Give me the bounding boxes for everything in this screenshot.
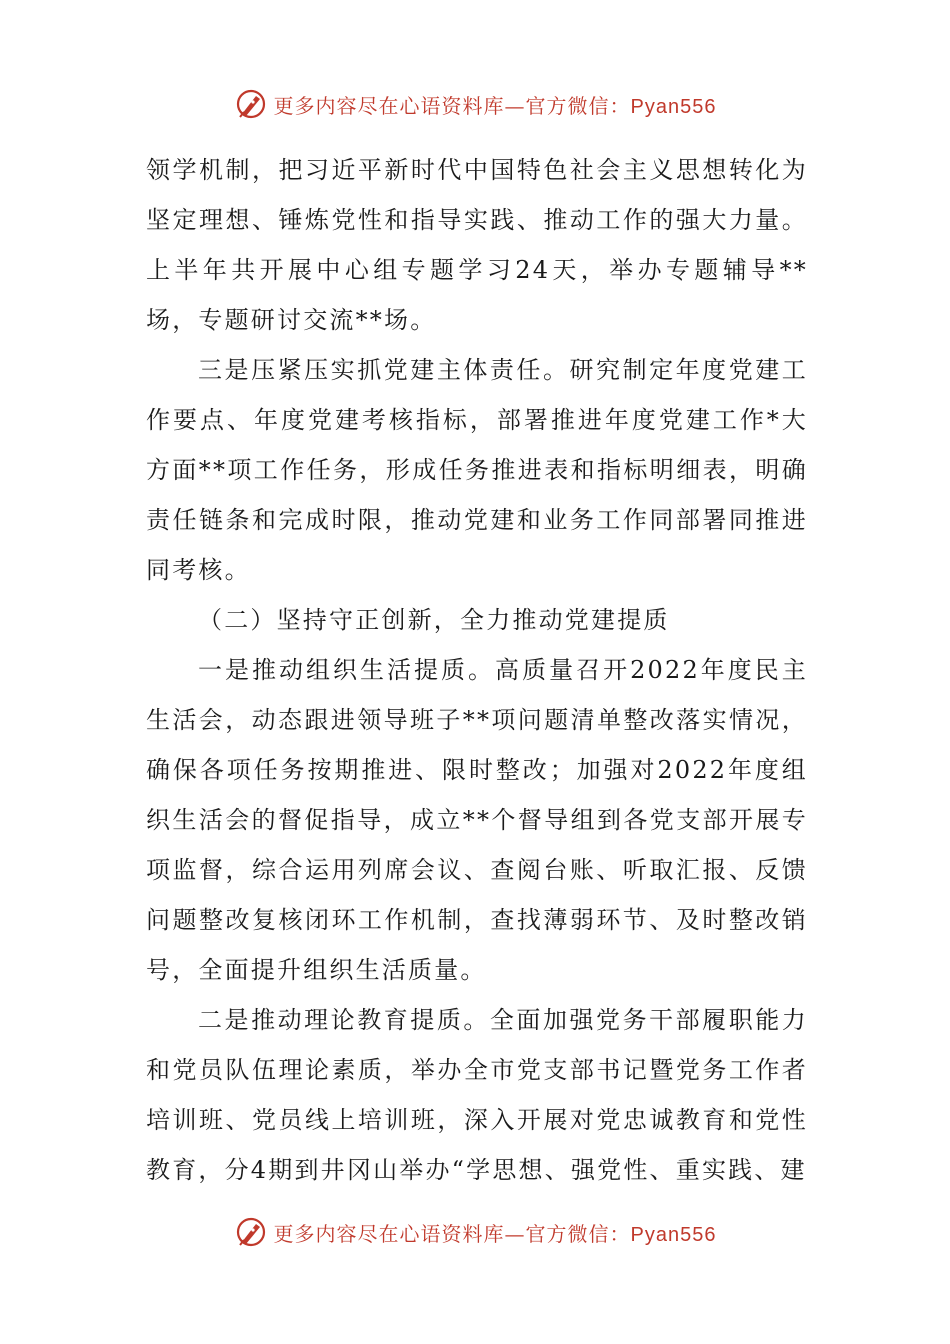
paragraph-1: 领学机制，把习近平新时代中国特色社会主义思想转化为坚定理想、锤炼党性和指导实践、推动工作的强大力量。上半年共开展中心组专题学习24天，举办专题辅导**场，专题研讨交流**场。 — [146, 156, 808, 334]
banner-separator: — — [504, 1221, 526, 1246]
banner-wechat-id: Pyan556 — [630, 1223, 717, 1246]
banner-wechat-label: 官方微信： — [525, 1221, 631, 1246]
section-heading: （二）坚持守正创新，全力推动党建提质 — [198, 606, 670, 634]
banner-text — [274, 90, 717, 119]
header-banner — [0, 84, 950, 124]
banner-separator: — — [504, 93, 526, 118]
paragraph-3: 一是推动组织生活提质。高质量召开2022年度民主生活会，动态跟进领导班子**项问题清单整改落实情况，确保各项任务按期推进、限时整改；加强对2022年度组织生活会的督促指导，成立**个督导组到各党支部开展专项监督，综合运用列席会议、查阅台账、听取汇报、反馈问题整改复核闭环工作机制，查找薄弱环节、及时整改销号，全面提升组织生活质量。 — [146, 656, 808, 984]
banner-text — [274, 1218, 717, 1247]
paragraph-2: 三是压紧压实抓党建主体责任。研究制定年度党建工作要点、年度党建考核指标，部署推进年度党建工作*大方面**项工作任务，形成任务推进表和指标明细表，明确责任链条和完成时限，推动党建和业务工作同部署同推进同考核。 — [146, 356, 808, 584]
document-body — [146, 145, 808, 1195]
paragraph-4: 二是推动理论教育提质。全面加强党务干部履职能力和党员队伍理论素质，举办全市党支部书记暨党务工作者培训班、党员线上培训班，深入开展对党忠诚教育和党性教育，分4期到井冈山举办“学思想、强党性、重实践、建 — [146, 1006, 808, 1184]
banner-wechat-id: Pyan556 — [630, 95, 717, 118]
footer-banner — [0, 1212, 950, 1252]
pen-nib-logo-icon — [234, 1215, 268, 1249]
banner-wechat-label: 官方微信： — [525, 93, 631, 118]
pen-nib-logo-icon — [234, 87, 268, 121]
banner-site-name: 更多内容尽在心语资料库 — [273, 1221, 505, 1246]
banner-site-name: 更多内容尽在心语资料库 — [273, 93, 505, 118]
